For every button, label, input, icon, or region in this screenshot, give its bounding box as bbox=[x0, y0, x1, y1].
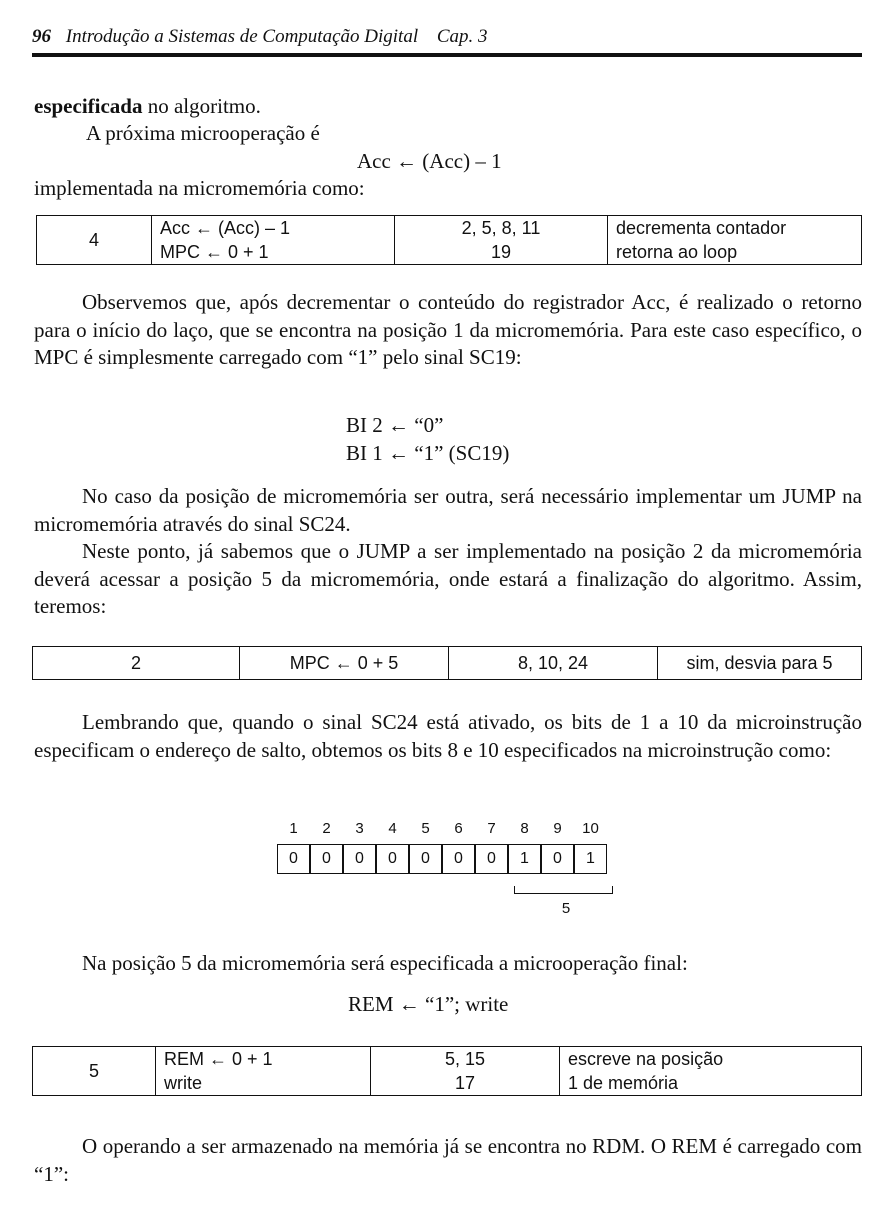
bit-number: 3 bbox=[355, 820, 364, 837]
bit-cell: 0 bbox=[475, 844, 508, 874]
table1-signal-1: 2, 5, 8, 11 bbox=[461, 218, 541, 238]
bit-cell: 0 bbox=[376, 844, 409, 874]
paragraph-2: A próxima microoperação é bbox=[86, 121, 320, 145]
bit-number: 8 bbox=[520, 820, 529, 837]
table3-signal-1: 5, 15 bbox=[444, 1049, 486, 1069]
equation-acc: Acc ← (Acc) – 1 bbox=[357, 149, 502, 173]
microinstruction-table-1 bbox=[36, 215, 862, 265]
table2-position: 2 bbox=[33, 647, 240, 680]
book-title: Introdução a Sistemas de Computação Digital bbox=[65, 26, 419, 47]
bit-diagram bbox=[277, 820, 617, 920]
bit-cell: 0 bbox=[541, 844, 574, 874]
paragraph-6: Neste ponto, já sabemos que o JUMP a ser implementado na posição 2 da micromemória deverá acessar a posição 5 da micromemória, onde estará a finalização do algoritmo. Assim, teremos: bbox=[34, 539, 862, 618]
paragraph-4: Observemos que, após decrementar o conteúdo do registrador Acc, é realizado o retorno para o início do laço, que se encontra na posição 1 da micromemória. Para este caso específico, o MPC é simplesmente carregado com “1” pelo sinal SC19: bbox=[34, 290, 862, 369]
bracket-label: 5 bbox=[561, 900, 571, 917]
table3-comment-1: escreve na posição bbox=[568, 1049, 724, 1069]
equation-rem: REM ← “1”; write bbox=[348, 992, 509, 1016]
equation-bi1: BI 1 ← “1” (SC19) bbox=[346, 441, 510, 465]
paragraph-8: Na posição 5 da micromemória será especificada a microoperação final: bbox=[82, 951, 688, 975]
bit-number: 1 bbox=[289, 820, 298, 837]
bit-number: 10 bbox=[582, 820, 599, 837]
table1-op-2: MPC ← 0 + 1 bbox=[160, 242, 269, 262]
bit-cell: 0 bbox=[277, 844, 310, 874]
table1-signal-2: 19 bbox=[490, 242, 512, 262]
table3-ops bbox=[156, 1047, 371, 1096]
table2-op: MPC ← 0 + 5 bbox=[240, 647, 449, 680]
microinstruction-table-3 bbox=[32, 1046, 862, 1096]
table1-signals bbox=[395, 216, 608, 265]
microinstruction-table-2 bbox=[32, 646, 862, 680]
table3-signal-2: 17 bbox=[454, 1073, 476, 1093]
bit-cell: 1 bbox=[508, 844, 541, 874]
bit-cell: 0 bbox=[343, 844, 376, 874]
page-number: 96 bbox=[32, 26, 51, 47]
table2-comment: sim, desvia para 5 bbox=[658, 647, 862, 680]
table1-comments bbox=[608, 216, 862, 265]
bit-number: 9 bbox=[553, 820, 562, 837]
bit-range-bracket bbox=[514, 886, 613, 894]
bit-cell: 0 bbox=[310, 844, 343, 874]
table2-signals: 8, 10, 24 bbox=[449, 647, 658, 680]
paragraph-9: O operando a ser armazenado na memória já se encontra no RDM. O REM é carregado com “1”: bbox=[34, 1134, 862, 1186]
table3-op-2: write bbox=[164, 1073, 203, 1093]
bit-number: 5 bbox=[421, 820, 430, 837]
paragraph-3: implementada na micromemória como: bbox=[34, 176, 365, 200]
table3-comment-2: 1 de memória bbox=[568, 1073, 679, 1093]
table1-position: 4 bbox=[37, 216, 152, 265]
table3-comments bbox=[560, 1047, 862, 1096]
bold-word: especificada bbox=[34, 94, 143, 118]
table1-ops bbox=[152, 216, 395, 265]
bit-number: 7 bbox=[487, 820, 496, 837]
paragraph-7: Lembrando que, quando o sinal SC24 está ativado, os bits de 1 a 10 da microinstrução especificam o endereço de salto, obtemos os bits 8 e 10 especificados na microinstrução como: bbox=[34, 710, 862, 762]
table3-op-1: REM ← 0 + 1 bbox=[164, 1049, 273, 1069]
table1-comment-1: decrementa contador bbox=[616, 218, 787, 238]
chapter-label: Cap. 3 bbox=[436, 26, 488, 47]
bit-number: 2 bbox=[322, 820, 331, 837]
paragraph-1 bbox=[34, 94, 261, 119]
bit-cell: 1 bbox=[574, 844, 607, 874]
header-rule bbox=[32, 53, 862, 57]
bit-number: 4 bbox=[388, 820, 397, 837]
table1-op-1: Acc ← (Acc) – 1 bbox=[160, 218, 291, 238]
bit-cell: 0 bbox=[442, 844, 475, 874]
table1-comment-2: retorna ao loop bbox=[616, 242, 738, 262]
bit-number: 6 bbox=[454, 820, 463, 837]
table3-signals bbox=[371, 1047, 560, 1096]
paragraph-1-rest: no algoritmo. bbox=[142, 94, 261, 118]
table3-position: 5 bbox=[33, 1047, 156, 1096]
paragraph-5: No caso da posição de micromemória ser outra, será necessário implementar um JUMP na micromemória através do sinal SC24. bbox=[34, 484, 862, 536]
running-header bbox=[32, 26, 488, 48]
bit-cell: 0 bbox=[409, 844, 442, 874]
equation-bi2: BI 2 ← “0” bbox=[346, 413, 444, 437]
